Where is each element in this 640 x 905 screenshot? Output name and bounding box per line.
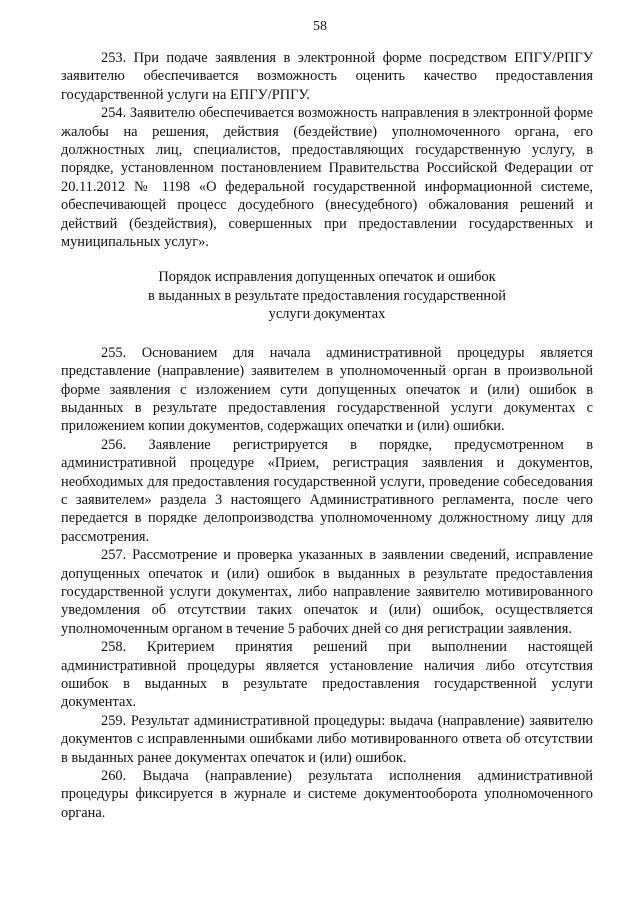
section-heading-line-2: в выданных в результате предоставления государственной <box>147 287 507 304</box>
section-heading <box>61 268 593 323</box>
paragraph-256: 256. Заявление регистрируется в порядке, предусмотренном в административной процедуре «Прием, регистрация заявления и документов, необходимых для предоставления государственной услуги, проведение собеседования с заявителем» раздела 3 настоящего Административного регламента, после чего передается в порядке делопроизводства уполномоченному должностному лицу для рассмотрения. <box>61 436 593 545</box>
paragraph-260: 260. Выдача (направление) результата исполнения административной процедуры фиксируется в журнале и системе документооборота уполномоченного органа. <box>61 768 593 821</box>
paragraph-254: 254. Заявителю обеспечивается возможность направления в электронной форме жалобы на решения, действия (бездействие) уполномоченного органа, его должностных лиц, специалистов, предоставляющих государственную услугу, в порядке, установленном постановлением Правительства Российской Федерации от 20.11.2012 № 1198 «О федеральной государственной информационной системе, обеспечивающей процесс досудебного (внесудебного) обжалования решений и действий (бездействия), совершенных при предоставлении государственных и муниципальных услуг». <box>61 105 593 251</box>
section-heading-line-1: Порядок исправления допущенных опечаток и ошибок <box>158 269 496 286</box>
paragraph-253: 253. При подаче заявления в электронной форме посредством ЕПГУ/РПГУ заявителю обеспечивается возможность оценить качество предоставления государственной услуги на ЕПГУ/РПГУ. <box>61 50 593 103</box>
paragraph-255: 255. Основанием для начала административной процедуры является представление (направление) заявителем в уполномоченный орган в произвольной форме заявления с изложением сути допущенных опечаток и (или) ошибок в выданных в результате предоставления государственной услуги документах с приложением копии документов, содержащих опечатки и (или) ошибки. <box>61 344 593 435</box>
paragraph-259: 259. Результат административной процедуры: выдача (направление) заявителю документов с исправленными ошибками либо мотивированного ответа об отсутствии в выданных ранее документах опечаток и (или) ошибок. <box>61 712 593 766</box>
paragraph-257: 257. Рассмотрение и проверка указанных в заявлении сведений, исправление допущенных опечаток и (или) ошибок в выданных в результате предоставления государственной услуги документах, либо направление заявителю мотивированного уведомления об отсутствии таких опечаток и (или) ошибок, осуществляется уполномоченным органом в течение 5 рабочих дней со дня регистрации заявления. <box>61 547 593 637</box>
paragraph-258: 258. Критерием принятия решений при выполнении настоящей административной процедуры является установление наличия либо отсутствия ошибок в выданных в результате предоставления государственной услуги документах. <box>61 639 593 711</box>
section-heading-line-3: услуги документах <box>268 306 386 323</box>
document-body <box>61 49 593 822</box>
page-number: 58 <box>313 19 327 34</box>
